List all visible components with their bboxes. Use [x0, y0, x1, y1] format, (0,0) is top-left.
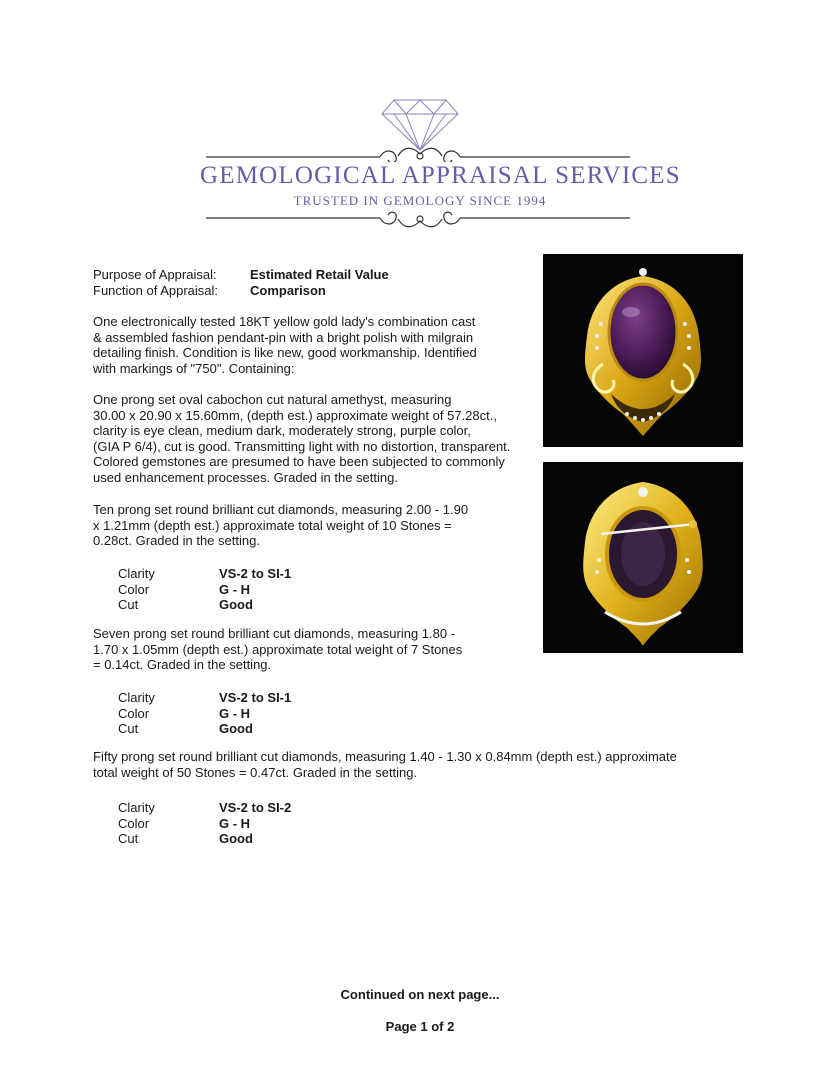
color-row	[118, 582, 291, 598]
color-value: G - H	[219, 815, 251, 831]
diamond-icon	[200, 90, 640, 162]
cut-value: Good	[219, 831, 253, 846]
description-line: detailing finish. Condition is like new, good workmanship. Identified	[93, 345, 477, 360]
purpose-label: Purpose of Appraisal:	[93, 267, 217, 282]
diamonds-line: Fifty prong set round brilliant cut diamonds, measuring 1.40 - 1.30 x 0.84mm (depth est.) approximate	[93, 749, 677, 764]
diamonds-fifty-grades	[118, 800, 291, 847]
diamonds-line: 1.70 x 1.05mm (depth est.) approximate total weight of 7 Stones	[93, 641, 463, 657]
diamonds-line: Ten prong set round brilliant cut diamonds, measuring 2.00 - 1.90	[93, 502, 469, 517]
purpose-value: Estimated Retail Value	[250, 267, 389, 282]
amethyst-line: 30.00 x 20.90 x 15.60mm, (depth est.) approximate weight of 57.28ct.,	[93, 407, 497, 423]
diamonds-line: x 1.21mm (depth est.) approximate total weight of 10 Stones =	[93, 517, 452, 533]
divider-ornament	[200, 206, 640, 230]
pendant-back-photo	[543, 462, 743, 653]
clarity-value: VS-2 to SI-1	[219, 690, 292, 705]
description-line: & assembled fashion pendant-pin with a bright polish with milgrain	[93, 329, 474, 345]
company-tagline: TRUSTED IN GEMOLOGY SINCE 1994	[293, 193, 547, 208]
color-row	[118, 816, 291, 832]
function-row	[93, 283, 389, 299]
color-label: Color	[118, 815, 150, 831]
cut-row	[118, 597, 291, 613]
color-row	[118, 706, 291, 722]
purpose-row	[93, 267, 389, 283]
item-description	[93, 314, 477, 376]
company-name: GEMOLOGICAL APPRAISAL SERVICES	[200, 162, 681, 189]
purpose-section	[93, 267, 389, 298]
clarity-value: VS-2 to SI-2	[219, 800, 292, 815]
diamonds-seven-description	[93, 626, 462, 673]
cut-label: Cut	[118, 831, 139, 846]
diamonds-ten-grades	[118, 566, 291, 613]
diamonds-ten-description	[93, 502, 468, 549]
cut-value: Good	[219, 597, 253, 612]
pendant-front-photo	[543, 254, 743, 447]
color-value: G - H	[219, 581, 251, 597]
diamonds-line: Seven prong set round brilliant cut diamonds, measuring 1.80 -	[93, 626, 456, 641]
cut-value: Good	[219, 721, 253, 736]
function-value: Comparison	[250, 282, 326, 298]
clarity-row	[118, 800, 291, 816]
amethyst-description	[93, 392, 510, 485]
function-label: Function of Appraisal:	[93, 282, 219, 298]
clarity-value: VS-2 to SI-1	[219, 566, 292, 581]
amethyst-line: (GIA P 6/4), cut is good. Transmitting light with no distortion, transparent.	[93, 438, 511, 454]
company-logo	[200, 90, 681, 230]
clarity-row	[118, 690, 291, 706]
diamonds-line: 0.28ct. Graded in the setting.	[93, 533, 260, 548]
amethyst-line: used enhancement processes. Graded in the setting.	[93, 469, 398, 485]
clarity-label: Clarity	[118, 690, 155, 705]
cut-row	[118, 831, 291, 847]
clarity-label: Clarity	[118, 566, 155, 581]
diamonds-line: = 0.14ct. Graded in the setting.	[93, 657, 272, 672]
clarity-label: Clarity	[118, 800, 155, 815]
clarity-row	[118, 566, 291, 582]
color-value: G - H	[219, 705, 251, 721]
amethyst-line: clarity is eye clean, medium dark, moderately strong, purple color,	[93, 423, 471, 438]
page-number: Page 1 of 2	[385, 1019, 455, 1034]
diamonds-line: total weight of 50 Stones = 0.47ct. Graded in the setting.	[93, 764, 418, 780]
color-label: Color	[118, 581, 150, 597]
diamonds-fifty-description	[93, 749, 677, 780]
color-label: Color	[118, 705, 150, 721]
cut-label: Cut	[118, 597, 139, 612]
cut-row	[118, 721, 291, 737]
description-line: One electronically tested 18KT yellow gold lady's combination cast	[93, 314, 476, 329]
continued-note: Continued on next page...	[340, 987, 500, 1002]
description-line: with markings of "750". Containing:	[93, 360, 295, 376]
diamonds-seven-grades	[118, 690, 291, 737]
amethyst-line: Colored gemstones are presumed to have been subjected to commonly	[93, 454, 505, 469]
cut-label: Cut	[118, 721, 139, 736]
amethyst-line: One prong set oval cabochon cut natural amethyst, measuring	[93, 392, 452, 407]
